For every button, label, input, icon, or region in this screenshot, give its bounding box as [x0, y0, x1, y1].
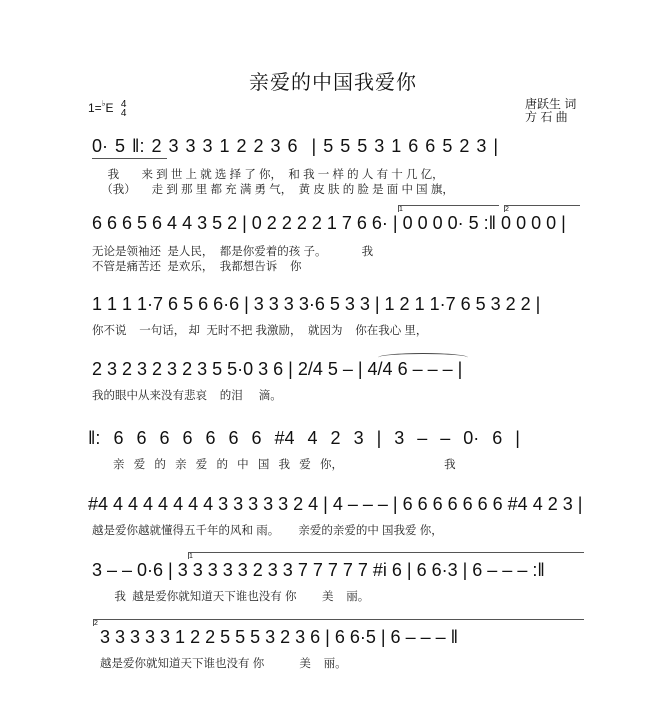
score-row-4: [0, 359, 666, 429]
lyrics: 我的眼中从来没有悲哀 的泪 滴。: [92, 390, 282, 402]
score-row-8: [0, 620, 666, 697]
lyrics: 越是爱你就知道天下谁也没有 你 美 丽。: [100, 658, 347, 670]
notes: 3 3 3 3 3 1 2 2 5 5 5 3 2 3 6 | 6 6·5 | 6 – – – ‖: [100, 627, 459, 647]
volta-2: 2: [504, 205, 580, 212]
key-note: E: [105, 101, 114, 116]
volta-1: 1: [398, 205, 499, 212]
score-row-3: [0, 294, 666, 364]
lyricist: 唐跃生 词: [525, 97, 577, 111]
volta-2: 2: [93, 619, 584, 626]
lyrics: 亲 爱 的 亲 爱 的 中 国 我 爱 你， 我: [113, 459, 456, 471]
score-row-1: [0, 136, 666, 206]
notes: 0· 5 ‖: 2 3 3 3 1 2 2 3 6 | 5 5 5 3 1 6 6 5 2 3 |: [92, 136, 499, 156]
composer: 方 石 曲: [525, 110, 568, 124]
time-top: 4: [120, 99, 127, 110]
notes: 1 1 1 1·7 6 5 6 6·6 | 3 3 3 3·6 5 3 3 | 1 2 1 1·7 6 5 3 2 2 |: [92, 294, 541, 314]
notes: #4 4 4 4 4 4 4 4 3 3 3 3 3 2 4 | 4 – – – | 6 6 6 6 6 6 6 #4 4 2 3 |: [88, 494, 583, 514]
score-row-2: [0, 206, 666, 283]
lyrics: 越是爱你越就懂得五千年的风和 雨。 亲爱的亲爱的中 国我爱 你，: [92, 525, 443, 537]
notes: 6 6 6 5 6 4 4 3 5 2 | 0 2 2 2 2 1 7 6 6· | 0 0 0 0· 5 :‖ 0 0 0 0 |: [92, 213, 566, 233]
lyrics: 我 越是爱你就知道天下谁也没有 你 美 丽。: [92, 591, 370, 603]
credits: [525, 98, 576, 124]
lyrics: 你不说 一句话， 却 无时不把 我激励， 就因为 你在我心 里，: [92, 325, 428, 337]
notes: 2 3 2 3 2 3 2 3 5 5·0 3 6 | 2/4 5 – | 4/4 6 – – – |: [92, 359, 463, 379]
lyrics-verse-1: 无论是领袖还 是人民， 都是你爱着的孩 子。 我: [92, 246, 374, 258]
lyrics-verse-2: （我） 走 到 那 里 都 充 满 勇 气， 黄 皮 肤 的 脸 是 面 中 国 旗，: [98, 184, 454, 196]
key-signature: [88, 100, 126, 118]
volta-1: 1: [188, 552, 584, 559]
lyrics-verse-1: 我 来 到 世 上 就 选 择 了 你， 和 我 一 样 的 人 有 十 几 亿，: [98, 169, 444, 181]
flat-icon: ♭: [101, 99, 106, 109]
notes: ‖: 6 6 6 6 6 6 6 #4 4 2 3 | 3 – – 0· 6 |: [88, 428, 520, 448]
score-row-5: [0, 428, 666, 498]
time-bottom: 4: [120, 108, 127, 119]
lyrics-verse-2: 不管是痛苦还 是欢乐， 我都想告诉 你: [92, 261, 302, 273]
time-signature: [121, 100, 127, 118]
song-title: 亲爱的中国我爱你: [249, 72, 417, 94]
notes: 3 – – 0·6 | 3 3 3 3 3 2 3 3 7 7 7 7 7 #i 6 | 6 6·3 | 6 – – – :‖: [92, 560, 545, 580]
key-prefix: 1=: [88, 101, 102, 116]
